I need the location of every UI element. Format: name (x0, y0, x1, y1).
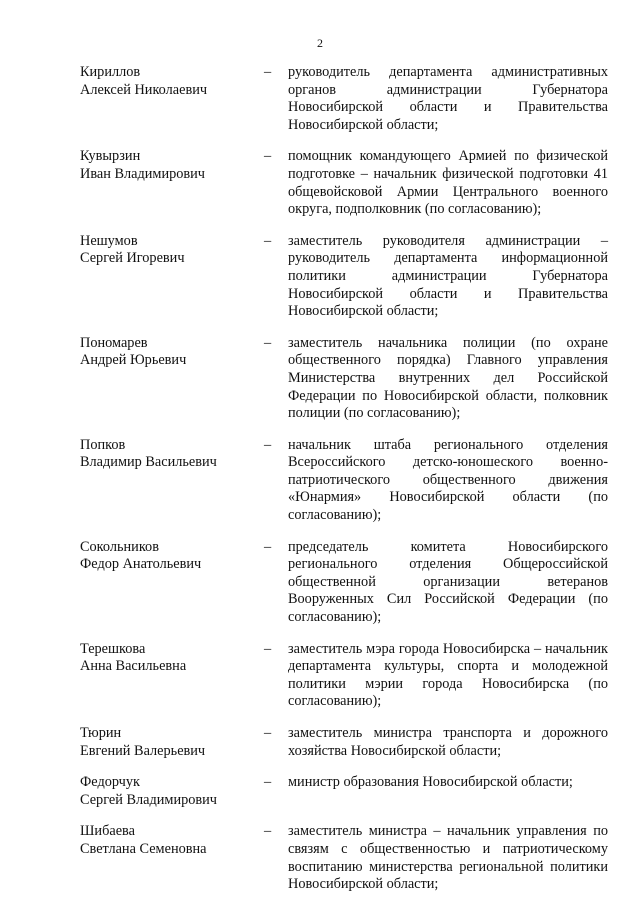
page-number: 2 (317, 36, 323, 50)
person-name (80, 233, 264, 321)
given-names: Алексей Николаевич (80, 81, 208, 98)
list-item (80, 233, 610, 321)
surname: Сокольников (80, 538, 159, 555)
dash: – (264, 64, 272, 80)
dash: – (264, 538, 272, 555)
dash: – (264, 148, 272, 165)
given-names: Андрей Юрьевич (80, 352, 187, 369)
person-name (80, 335, 264, 423)
given-names: Анна Васильевна (80, 658, 187, 675)
given-names: Сергей Игоревич (80, 250, 185, 267)
member-list (80, 64, 610, 908)
list-item (80, 641, 610, 711)
position-description: начальник штаба регионального отделения Всероссийского детско-юношеского военно-патриотического общественного движения «Юнармия» Новосибирской области (по согласованию); (288, 436, 608, 524)
person-name (80, 823, 264, 893)
surname: Терешкова (80, 640, 146, 657)
dash: – (264, 436, 272, 453)
list-item (80, 437, 610, 525)
list-item (80, 774, 610, 809)
given-names: Светлана Семеновна (80, 840, 207, 857)
surname: Попков (80, 436, 126, 453)
dash: – (264, 640, 272, 657)
position-description: министр образования Новосибирской области; (288, 774, 573, 791)
position-description: заместитель руководителя администрации – руководитель департамента информационной политики администрации Губернатора Новосибирской области и Правительства Новосибирской области; (288, 232, 608, 320)
given-names: Сергей Владимирович (80, 791, 217, 808)
list-item (80, 148, 610, 218)
surname: Шибаева (80, 823, 135, 840)
surname: Пономарев (80, 334, 148, 351)
person-name (80, 641, 264, 711)
list-item (80, 64, 610, 134)
position-description: помощник командующего Армией по физической подготовке – начальник физической подготовки 41 общевойсковой Армии Центрального военного округа, подполковник (по согласованию); (288, 148, 608, 218)
given-names: Иван Владимирович (80, 165, 205, 182)
dash: – (264, 774, 272, 791)
dash: – (264, 823, 272, 840)
list-item (80, 539, 610, 627)
dash: – (264, 334, 272, 351)
person-name (80, 437, 264, 525)
given-names: Евгений Валерьевич (80, 742, 206, 759)
person-name (80, 64, 264, 134)
list-item (80, 335, 610, 423)
list-item (80, 725, 610, 760)
position-description: заместитель мэра города Новосибирска – начальник департамента культуры, спорта и молодежной политики мэрии города Новосибирска (по согласованию); (288, 640, 608, 710)
position-description: заместитель начальника полиции (по охране общественного порядка) Главного управления Министерства внутренних дел Российской Федерации по Новосибирской области, полковник полиции (по согласованию); (288, 334, 608, 422)
person-name (80, 539, 264, 627)
surname: Кириллов (80, 64, 141, 80)
person-name (80, 725, 264, 760)
person-name (80, 774, 264, 809)
position-description: заместитель министра транспорта и дорожного хозяйства Новосибирской области; (288, 725, 608, 759)
dash: – (264, 232, 272, 249)
position-description: заместитель министра – начальник управления по связям с общественностью и патриотическому воспитанию министерства региональной политики Новосибирской области; (288, 823, 608, 893)
given-names: Федор Анатольевич (80, 556, 202, 573)
position-description: руководитель департамента административных органов администрации Губернатора Новосибирской области и Правительства Новосибирской области; (288, 64, 608, 133)
list-item (80, 823, 610, 893)
dash: – (264, 725, 272, 741)
surname: Федорчук (80, 774, 140, 791)
person-name (80, 148, 264, 218)
surname: Кувырзин (80, 148, 141, 165)
surname: Нешумов (80, 232, 138, 249)
given-names: Владимир Васильевич (80, 454, 217, 471)
position-description: председатель комитета Новосибирского регионального отделения Общероссийской общественной организации ветеранов Вооруженных Сил Российской Федерации (по согласованию); (288, 538, 608, 626)
surname: Тюрин (80, 725, 122, 741)
